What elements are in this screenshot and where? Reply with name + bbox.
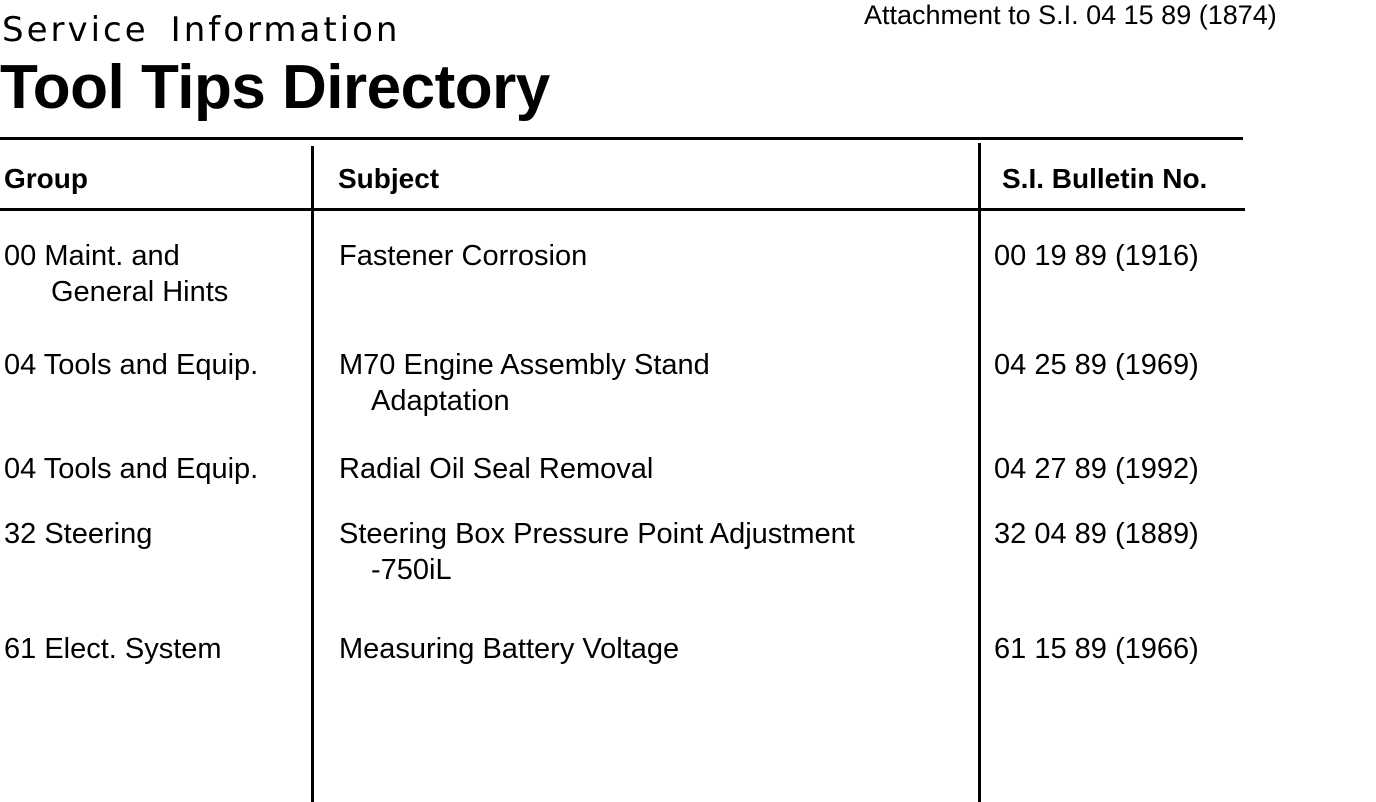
group-line-continued: General Hints [51,276,229,308]
table-row-4-bulletin: 32 04 89 (1889) [994,518,1199,550]
title-rule [0,137,1243,140]
subject-line-continued: Adaptation [371,385,510,417]
group-line: 04 Tools and Equip. [4,349,259,381]
attachment-reference: Attachment to S.I. 04 15 89 (1874) [864,0,1277,30]
table-row-3-group [4,451,258,487]
page-title: Tool Tips Directory [0,53,550,122]
subject-line: Fastener Corrosion [339,240,588,272]
label-word-information: Information [170,10,401,50]
subject-line: Measuring Battery Voltage [339,633,680,665]
table-row-4-group [4,516,152,552]
column-header-group: Group [4,163,88,194]
subject-line-continued: -750iL [371,554,452,586]
table-row-5-subject [339,631,679,667]
table-row-5-bulletin: 61 15 89 (1966) [994,633,1199,665]
header-rule [0,208,1245,211]
table-row-1-bulletin: 00 19 89 (1916) [994,240,1199,272]
column-header-subject: Subject [338,163,440,194]
service-information-label [2,10,400,50]
table-row-3-subject [339,451,653,487]
group-line: 00 Maint. and [4,240,180,272]
subject-line: Radial Oil Seal Removal [339,453,654,485]
table-row-4-subject [339,516,855,588]
subject-line: M70 Engine Assembly Stand [339,349,710,381]
group-line: 04 Tools and Equip. [4,453,259,485]
label-word-service: Service [2,10,149,50]
group-line: 61 Elect. System [4,633,222,665]
column-divider-2 [978,143,981,802]
column-header-bulletin: S.I. Bulletin No. [1002,163,1208,194]
table-row-5-group [4,631,222,667]
column-divider-1 [311,146,314,802]
group-line: 32 Steering [4,518,153,550]
table-row-1-group [4,238,228,310]
table-row-2-subject [339,347,710,419]
table-row-1-subject [339,238,587,274]
table-row-2-group [4,347,258,383]
subject-line: Steering Box Pressure Point Adjustment [339,518,855,550]
table-row-3-bulletin: 04 27 89 (1992) [994,453,1199,485]
table-row-2-bulletin: 04 25 89 (1969) [994,349,1199,381]
